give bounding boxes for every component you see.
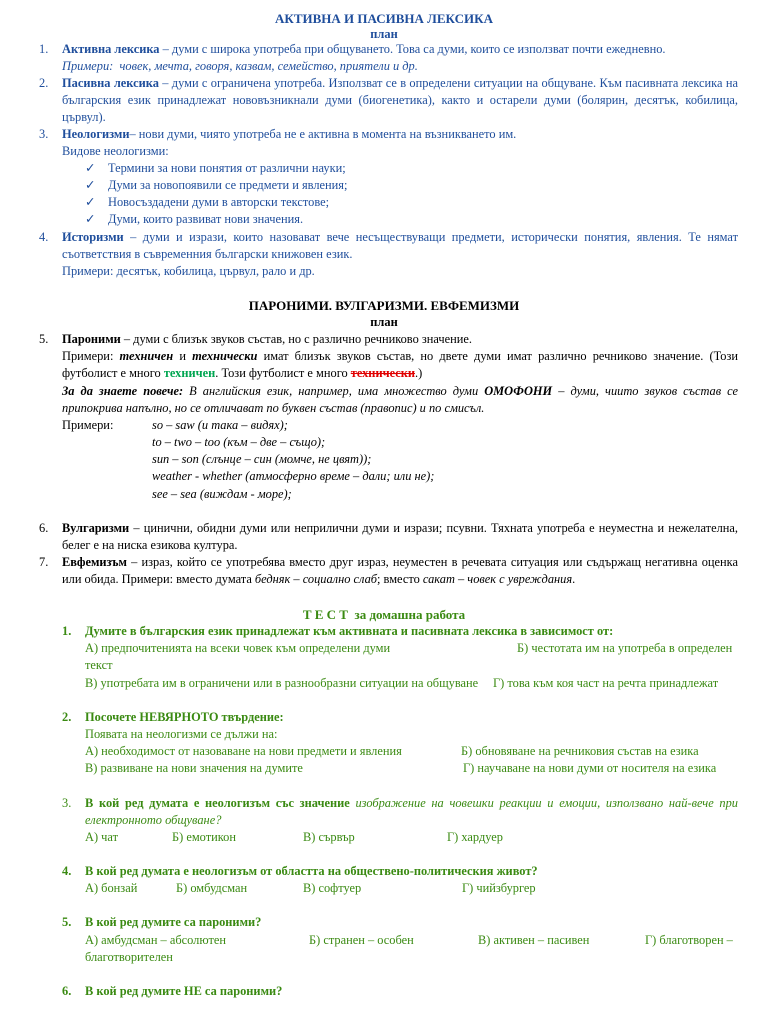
answer-option: В) употребата им в ограничени или в разнообразни ситуации на общуване — [85, 676, 479, 690]
item-number: 5. — [39, 332, 49, 346]
item-euphemism: Евфемизъм – израз, който се употребява вместо друг израз, неуместен в речевата ситуация или съдържащ негативна оценка или обида. Примери: вместо думата бедняк – социално слаб; вместо сакат – човек с увреждания. — [62, 555, 738, 586]
wrong-word: технически — [350, 366, 415, 380]
answer-option: А) чат — [85, 830, 118, 844]
check-icon: ✓ — [85, 161, 96, 175]
answer-option: Г) хардуер — [447, 830, 503, 844]
question-number: 5. — [62, 915, 72, 929]
answer-option: Б) честотата им на употреба в определен — [517, 641, 733, 655]
paronym-examples: Примери: техничен и технически имат близък звуков състав, но двете думи имат различно речниково значение. (Този футболист е много техничен. Този футболист е много технически.) — [62, 349, 739, 380]
test-title: Т Е С Т за домашна работа — [302, 607, 466, 622]
question-text: В кой ред думите НЕ са пароними? — [85, 984, 283, 998]
homophone-pair: see – sea (виждам - море); — [152, 487, 292, 501]
homophone-pair: weather - whether (атмосферно време – дали; или не); — [152, 469, 435, 483]
item-active-lexicon: Активна лексика – думи с широка употреба при общуването. Това са думи, които се използват почти ежедневно. — [62, 42, 666, 56]
item-vulgarisms: Вулгаризми – цинични, обидни думи или неприлични думи и изрази; псувни. Тяхната употреба е неуместна и нежелателна, белег е на ниска езикова култура. — [62, 521, 738, 552]
question-text: В кой ред думите са пароними? — [85, 915, 262, 929]
item-number: 1. — [39, 42, 49, 56]
answer-option: Б) емотикон — [172, 830, 236, 844]
check-icon: ✓ — [85, 212, 96, 226]
check-icon: ✓ — [85, 195, 96, 209]
item-passive-lexicon: Пасивна лексика – думи с ограничена употреба. Използват се в определени ситуации на общуване. Към пасивната лексика на българския език принадлежат нововъзникнали думи (биогенетика), както и остарели думи (болярин, десятък, кобилица, цървул). — [62, 76, 738, 124]
question-text: В кой ред думата е неологизъм със значение изображение на човешки реакции и емоции, използвано най-вече при електронното общуване? — [85, 796, 738, 827]
check-icon: ✓ — [85, 178, 96, 192]
answer-option: А) предпочитенията на всеки човек към определени думи — [85, 641, 391, 655]
question-number: 4. — [62, 864, 72, 878]
answer-option: В) сървър — [303, 830, 355, 844]
homophone-pair: to – two – too (към – две – също); — [152, 435, 326, 449]
answer-option: Б) странен – особен — [309, 933, 414, 947]
section2-subtitle: план — [370, 315, 398, 329]
pairs-label: Примери: — [62, 418, 114, 432]
homophone-pair: so – saw (и така – видях); — [152, 418, 288, 432]
historism-examples: Примери: десятък, кобилица, цървул, рало и др. — [62, 264, 315, 278]
answer-option: А) амбудсман – абсолютен — [85, 933, 226, 947]
question-text: Посочете НЕВЯРНОТО твърдение: — [85, 710, 284, 724]
question-intro: Появата на неологизми се дължи на: — [85, 727, 278, 741]
correct-word: техничен — [163, 366, 216, 380]
list-item: ✓ Думи, които развиват нови значения. — [85, 212, 304, 226]
list-item: ✓ Термини за нови понятия от различни науки; — [85, 161, 346, 175]
answer-option: В) активен – пасивен — [478, 933, 590, 947]
answer-option: В) развиване на нови значения на думите — [85, 761, 303, 775]
answer-option: А) бонзай — [85, 881, 138, 895]
item-historisms: Историзми – думи и изрази, които назовават вече несъществуващи предмети, исторически понятия, явления. Те нямат съответствия в съвременния български книжовен език. — [62, 230, 738, 261]
answer-option: Г) благотворен – — [645, 933, 733, 947]
question-number: 2. — [62, 710, 72, 724]
homophone-pair: sun – son (слънце – син (момче, не цвят)); — [152, 452, 372, 466]
question-text: В кой ред думата е неологизъм от областта на обществено-политическия живот? — [85, 864, 538, 878]
answer-option: Б) омбудсман — [176, 881, 248, 895]
list-item: ✓ Думи за новопоявили се предмети и явления; — [85, 178, 348, 192]
neologism-types-label: Видове неологизми: — [62, 144, 169, 158]
section2-title: ПАРОНИМИ. ВУЛГАРИЗМИ. ЕВФЕМИЗМИ — [248, 298, 520, 313]
question-text: Думите в българския език принадлежат към активната и пасивната лексика в зависимост от: — [85, 624, 614, 638]
active-examples: Примери: човек, мечта, говоря, казвам, семейство, приятели и др. — [62, 59, 418, 73]
item-number: 4. — [39, 230, 49, 244]
answer-option-wrap: текст — [85, 658, 113, 672]
list-item: ✓ Новосъздадени думи в авторски текстове; — [85, 195, 330, 209]
item-number: 2. — [39, 76, 49, 90]
answer-option: А) необходимост от назоваване на нови предмети и явления — [85, 744, 402, 758]
answer-option: Г) научаване на нови думи от носителя на езика — [463, 761, 717, 775]
question-number: 3. — [62, 796, 72, 810]
item-number: 3. — [39, 127, 49, 141]
answer-option: Б) обновяване на речниковия състав на езика — [461, 744, 699, 758]
item-paronyms: Пароними – думи с близък звуков състав, но с различно речниково значение. — [62, 332, 472, 346]
item-neologisms: Неологизми– нови думи, чиято употреба не е активна в момента на възникването им. — [62, 127, 517, 141]
more-info: За да знаете повече: В английския език, например, има множество думи ОМОФОНИ – думи, чиито звуков състав се припокрива напълно, но се отличават по буквен състав (правопис) и по смисъл. — [62, 384, 738, 415]
section1-title: АКТИВНА И ПАСИВНА ЛЕКСИКА — [275, 11, 493, 26]
question-number: 1. — [62, 624, 72, 638]
answer-option: Г) това към коя част на речта принадлежат — [493, 676, 719, 690]
term: Активна лексика — [62, 42, 160, 56]
section1-subtitle: план — [370, 27, 398, 41]
answer-option: В) софтуер — [303, 881, 362, 895]
answer-option: Г) чийзбургер — [462, 881, 536, 895]
item-number: 7. — [39, 555, 49, 569]
item-number: 6. — [39, 521, 49, 535]
answer-option-wrap: благотворителен — [85, 950, 173, 964]
question-number: 6. — [62, 984, 72, 998]
